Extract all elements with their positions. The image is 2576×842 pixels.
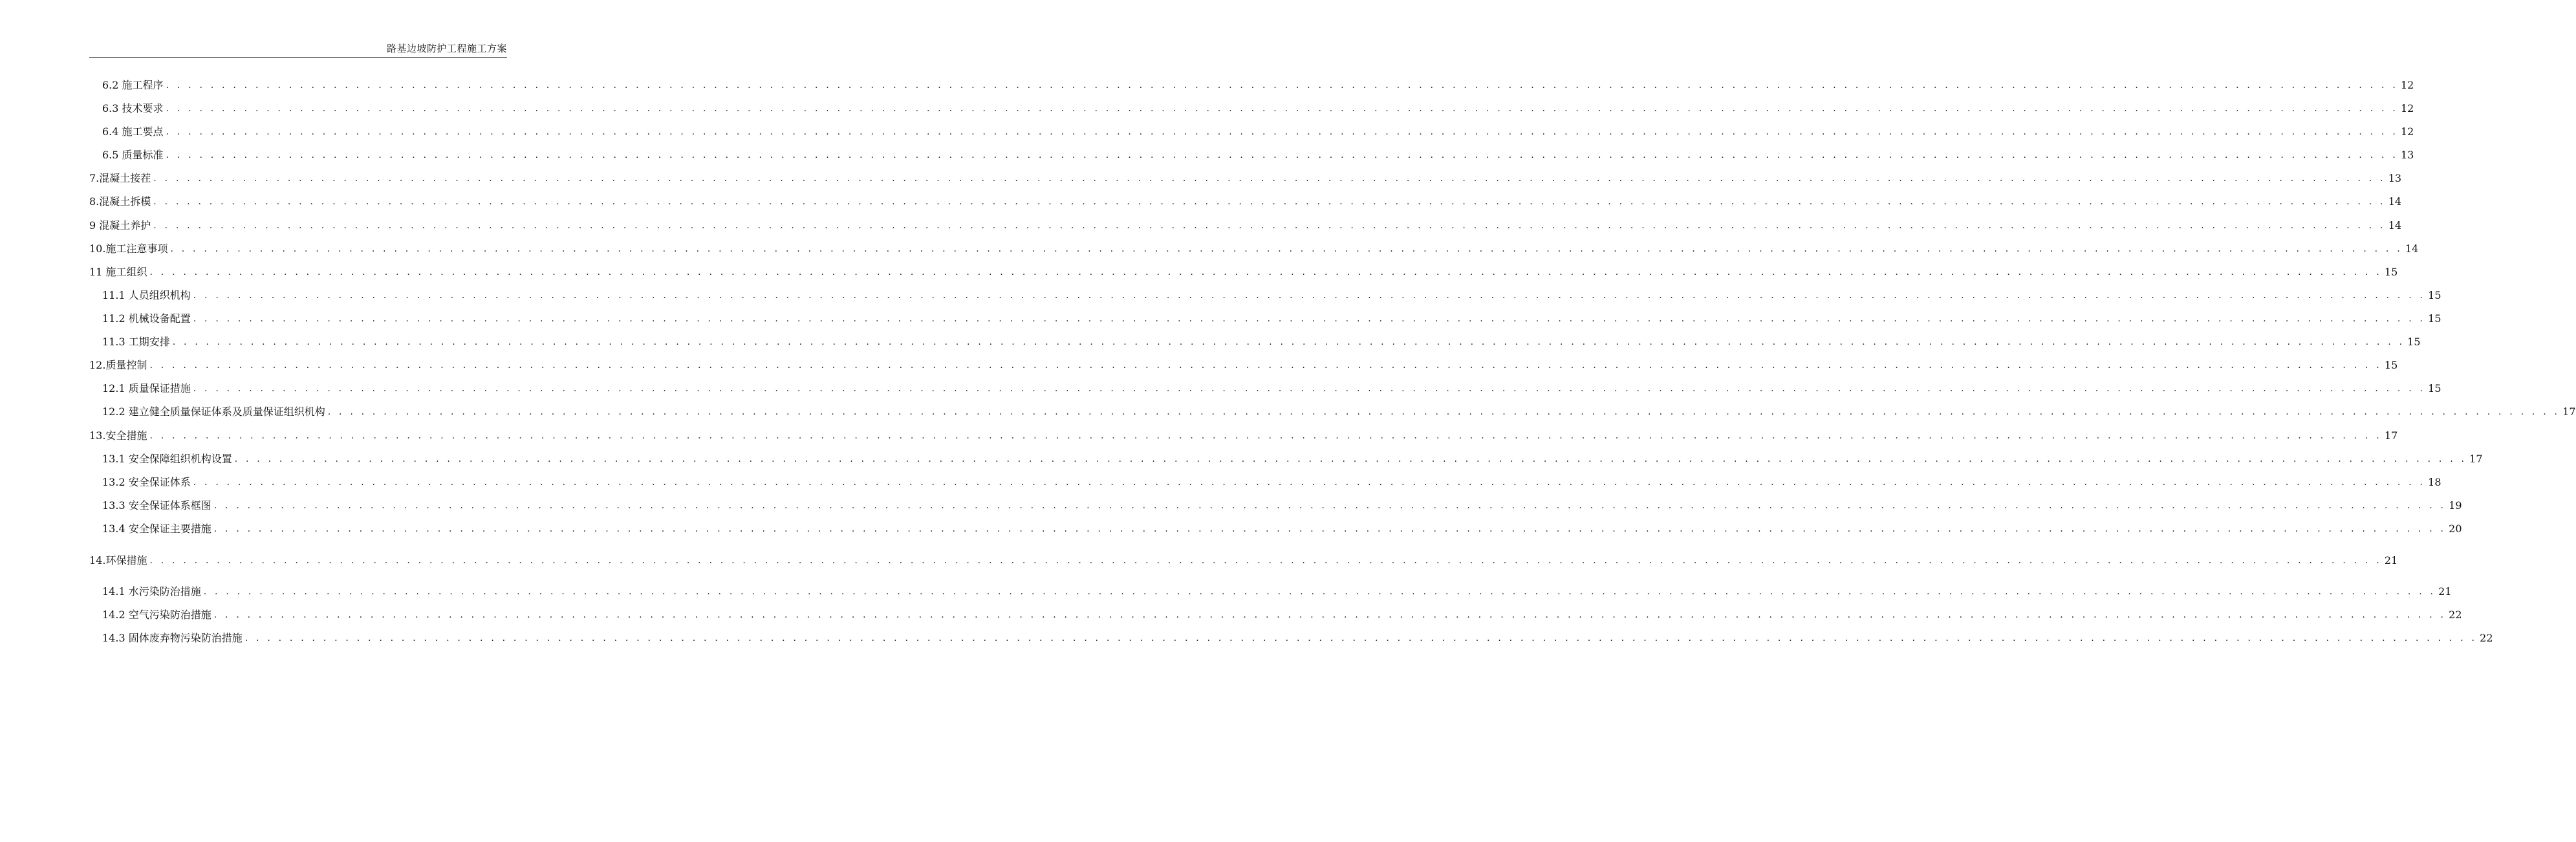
toc-entry[interactable] (89, 427, 2398, 442)
toc-leader-dots: . . . . . . . . . . . . . . . . . . . . . . . . . . . . . . . . . . . . . . . . . . . . . . . . . . . . . . . . . . . . . . . . . . . . . . . . . . . . . . . . . . . . . . . . . . . . . . . . . . . . . . . . . . . . . . . . . . . . . . . . . . . . . . . . . . . . . . . . . . . . . . . . . . . . . . . . . . . . . . . . . . . . . . . . . . . . . . . . . . . . . . . . . . . . . . . . . . . . . . . . (172, 337, 2405, 347)
toc-entry-label: 14.2 空气污染防治措施 (102, 609, 211, 621)
toc-entry-label: 13.2 安全保证体系 (102, 476, 191, 488)
toc-entry[interactable] (102, 333, 2421, 349)
toc-leader-dots: . . . . . . . . . . . . . . . . . . . . . . . . . . . . . . . . . . . . . . . . . . . . . . . . . . . . . . . . . . . . . . . . . . . . . . . . . . . . . . . . . . . . . . . . . . . . . . . . . . . . . . . . . . . . . . . . . . . . . . . . . . . . . . . . . . . . . . . . . . . . . . . . . . . . . . . . . . . . . . . . . . . . . . . . . . . . . . . . . . . . . . . . . . . . . . . . . . . . . . . . (166, 127, 2398, 137)
toc-leader-dots: . . . . . . . . . . . . . . . . . . . . . . . . . . . . . . . . . . . . . . . . . . . . . . . . . . . . . . . . . . . . . . . . . . . . . . . . . . . . . . . . . . . . . . . . . . . . . . . . . . . . . . . . . . . . . . . . . . . . . . . . . . . . . . . . . . . . . . . . . . . . . . . . . . . . . . . . . . . . . . . . . . . . . . . . . . . . . . . . . . . . . . . . . . . . . . . . . . . . . . . . (213, 501, 2447, 511)
toc-leader-dots: . . . . . . . . . . . . . . . . . . . . . . . . . . . . . . . . . . . . . . . . . . . . . . . . . . . . . . . . . . . . . . . . . . . . . . . . . . . . . . . . . . . . . . . . . . . . . . . . . . . . . . . . . . . . . . . . . . . . . . . . . . . . . . . . . . . . . . . . . . . . . . . . . . . . . . . . . . . . . . . . . . . . . . . . . . . . . . . . . . . . . . . . . . . . . . . . . . . . . . . . (213, 610, 2447, 620)
toc-leader-dots: . . . . . . . . . . . . . . . . . . . . . . . . . . . . . . . . . . . . . . . . . . . . . . . . . . . . . . . . . . . . . . . . . . . . . . . . . . . . . . . . . . . . . . . . . . . . . . . . . . . . . . . . . . . . . . . . . . . . . . . . . . . . . . . . . . . . . . . . . . . . . . . . . . . . . . . . . . . . . . . . . . . . . . . . . . . . . . . . . . . . . . . . . . . . . . . . . . . . . . . . (166, 80, 2398, 91)
toc-entry[interactable] (102, 146, 2414, 162)
toc-leader-dots: . . . . . . . . . . . . . . . . . . . . . . . . . . . . . . . . . . . . . . . . . . . . . . . . . . . . . . . . . . . . . . . . . . . . . . . . . . . . . . . . . . . . . . . . . . . . . . . . . . . . . . . . . . . . . . . . . . . . . . . . . . . . . . . . . . . . . . . . . . . . . . . . . . . . . . . . . . . . . . . . . . . . . . . . . . . . . . . . . . . . . . . . . . . . . . . . . . . . . . . . (213, 524, 2447, 534)
toc-entry-label: 12.2 建立健全质量保证体系及质量保证组织机构 (102, 405, 325, 418)
toc-entry-page-number: 15 (2384, 359, 2398, 371)
toc-entry-label: 14.1 水污染防治措施 (102, 585, 201, 598)
toc-entry[interactable] (89, 193, 2402, 208)
toc-leader-dots: . . . . . . . . . . . . . . . . . . . . . . . . . . . . . . . . . . . . . . . . . . . . . . . . . . . . . . . . . . . . . . . . . . . . . . . . . . . . . . . . . . . . . . . . . . . . . . . . . . . . . . . . . . . . . . . . . . . . . . . . . . . . . . . . . . . . . . . . . . . . . . . . . . . . . . . . . . . . . . . . . . . . . . . . . . . . . . . . . . . . . . . . . . . . . . . . . . . . . . . . (149, 431, 2382, 441)
toc-entry-page-number: 13 (2400, 149, 2414, 161)
toc-entry[interactable] (102, 473, 2441, 489)
toc-entry-page-number: 14 (2388, 195, 2402, 208)
toc-leader-dots: . . . . . . . . . . . . . . . . . . . . . . . . . . . . . . . . . . . . . . . . . . . . . . . . . . . . . . . . . . . . . . . . . . . . . . . . . . . . . . . . . . . . . . . . . . . . . . . . . . . . . . . . . . . . . . . . . . . . . . . . . . . . . . . . . . . . . . . . . . . . . . . . . . . . . . . . . . . . . . . . . . . . . . . . . . . . . . . . . . . . . . . . . . . . . . . . . . . . . . . . (244, 633, 2478, 643)
toc-entry-label: 14.3 固体废弃物污染防治措施 (102, 632, 243, 644)
toc-entry[interactable] (102, 286, 2441, 302)
toc-entry-label: 13.1 安全保障组织机构设置 (102, 453, 232, 465)
toc-entry[interactable] (102, 100, 2414, 115)
toc-entry[interactable] (89, 263, 2398, 279)
toc-leader-dots: . . . . . . . . . . . . . . . . . . . . . . . . . . . . . . . . . . . . . . . . . . . . . . . . . . . . . . . . . . . . . . . . . . . . . . . . . . . . . . . . . . . . . . . . . . . . . . . . . . . . . . . . . . . . . . . . . . . . . . . . . . . . . . . . . . . . . . . . . . . . . . . . . . . . . . . . . . . . . . . . . . . . . . . . . . . . . . . . . . . . . . . . . . . . . . . . . . . . . . . . (153, 221, 2386, 231)
toc-entry-page-number: 14 (2405, 243, 2419, 255)
toc-entry[interactable] (89, 240, 2419, 255)
toc-leader-dots: . . . . . . . . . . . . . . . . . . . . . . . . . . . . . . . . . . . . . . . . . . . . . . . . . . . . . . . . . . . . . . . . . . . . . . . . . . . . . . . . . . . . . . . . . . . . . . . . . . . . . . . . . . . . . . . . . . . . . . . . . . . . . . . . . . . . . . . . . . . . . . . . . . . . . . . . . . . . . . . . . . . . . . . . . . . . . . . . . . . . . . . . . . . . . . . . . . . . . . . . (193, 383, 2426, 394)
toc-entry-page-number: 22 (2449, 609, 2462, 621)
toc-leader-dots: . . . . . . . . . . . . . . . . . . . . . . . . . . . . . . . . . . . . . . . . . . . . . . . . . . . . . . . . . . . . . . . . . . . . . . . . . . . . . . . . . . . . . . . . . . . . . . . . . . . . . . . . . . . . . . . . . . . . . . . . . . . . . . . . . . . . . . . . . . . . . . . . . . . . . . . . . . . . . . . . . . . . . . . . . . . . . . . . . . . . . . . . . . . . . . . . . . . . . . . . (166, 103, 2398, 114)
toc-entry-label: 12.质量控制 (89, 359, 147, 371)
toc-entry[interactable] (102, 520, 2462, 535)
toc-entry[interactable] (102, 76, 2414, 92)
toc-entry[interactable] (89, 169, 2402, 185)
toc-entry-label: 11.2 机械设备配置 (102, 312, 191, 325)
toc-entry-label: 12.1 质量保证措施 (102, 382, 191, 394)
toc-entry-page-number: 22 (2480, 632, 2493, 644)
toc-entry[interactable] (102, 497, 2462, 512)
toc-leader-dots: . . . . . . . . . . . . . . . . . . . . . . . . . . . . . . . . . . . . . . . . . . . . . . . . . . . . . . . . . . . . . . . . . . . . . . . . . . . . . . . . . . . . . . . . . . . . . . . . . . . . . . . . . . . . . . . . . . . . . . . . . . . . . . . . . . . . . . . . . . . . . . . . . . . . . . . . . . . . . . . . . . . . . . . . . . . . . . . . . . . . . . . . . . . . . . . . . . . . . . . . (166, 150, 2398, 160)
toc-entry[interactable] (102, 380, 2441, 395)
toc-entry-label: 6.2 施工程序 (102, 79, 164, 91)
toc-entry-label: 6.5 质量标准 (102, 149, 164, 161)
toc-entry-label: 11.3 工期安排 (102, 336, 170, 348)
toc-leader-dots: . . . . . . . . . . . . . . . . . . . . . . . . . . . . . . . . . . . . . . . . . . . . . . . . . . . . . . . . . . . . . . . . . . . . . . . . . . . . . . . . . . . . . . . . . . . . . . . . . . . . . . . . . . . . . . . . . . . . . . . . . . . . . . . . . . . . . . . . . . . . . . . . . . . . . . . . . . . . . . . . . . . . . . . . . . . . . . . . . . . . . . . . . . . . . . . . . . . . . . . . (149, 556, 2382, 566)
toc-leader-dots: . . . . . . . . . . . . . . . . . . . . . . . . . . . . . . . . . . . . . . . . . . . . . . . . . . . . . . . . . . . . . . . . . . . . . . . . . . . . . . . . . . . . . . . . . . . . . . . . . . . . . . . . . . . . . . . . . . . . . . . . . . . . . . . . . . . . . . . . . . . . . . . . . . . . . . . . . . . . . . . . . . . . . . . . . . . . . . . . . . . . . . . . . . . . . . . . . . . . . . . . (203, 587, 2436, 597)
toc-entry-label: 6.4 施工要点 (102, 125, 164, 138)
toc-entry-label: 11.1 人员组织机构 (102, 289, 191, 301)
toc-entry-label: 13.安全措施 (89, 429, 147, 442)
toc-leader-dots: . . . . . . . . . . . . . . . . . . . . . . . . . . . . . . . . . . . . . . . . . . . . . . . . . . . . . . . . . . . . . . . . . . . . . . . . . . . . . . . . . . . . . . . . . . . . . . . . . . . . . . . . . . . . . . . . . . . . . . . . . . . . . . . . . . . . . . . . . . . . . . . . . . . . . . . . . . . . . . . . . . . . . . . . . . . . . . . . . . . . . . . . . . . . . . . . . . . . . . . . (193, 290, 2426, 301)
toc-entry-page-number: 21 (2384, 554, 2398, 567)
toc-entry[interactable] (102, 123, 2414, 138)
toc-entry[interactable] (102, 629, 2493, 645)
toc-entry-page-number: 21 (2438, 585, 2452, 598)
document-title: 路基边坡防护工程施工方案 (386, 43, 507, 54)
toc-leader-dots: . . . . . . . . . . . . . . . . . . . . . . . . . . . . . . . . . . . . . . . . . . . . . . . . . . . . . . . . . . . . . . . . . . . . . . . . . . . . . . . . . . . . . . . . . . . . . . . . . . . . . . . . . . . . . . . . . . . . . . . . . . . . . . . . . . . . . . . . . . . . . . . . . . . . . . . . . . . . . . . . . . . . . . . . . . . . . . . . . . . . . . . . . . . . . . . . . . . . . . . . (149, 267, 2382, 277)
toc-entry-page-number: 18 (2428, 476, 2441, 488)
toc-entry-page-number: 13 (2388, 172, 2402, 184)
toc-entry[interactable] (102, 310, 2441, 325)
toc-entry-page-number: 14 (2388, 219, 2402, 232)
toc-entry-page-number: 15 (2428, 289, 2441, 301)
toc-leader-dots: . . . . . . . . . . . . . . . . . . . . . . . . . . . . . . . . . . . . . . . . . . . . . . . . . . . . . . . . . . . . . . . . . . . . . . . . . . . . . . . . . . . . . . . . . . . . . . . . . . . . . . . . . . . . . . . . . . . . . . . . . . . . . . . . . . . . . . . . . . . . . . . . . . . . . . . . . . . . . . . . . . . . . . . . . . . . . . . . . . . . . . . . . . . . . . . . . . . . . . . . (153, 173, 2386, 184)
toc-entry-page-number: 20 (2449, 523, 2462, 535)
toc-entry-page-number: 15 (2428, 312, 2441, 325)
toc-entry[interactable] (89, 356, 2398, 372)
toc-leader-dots: . . . . . . . . . . . . . . . . . . . . . . . . . . . . . . . . . . . . . . . . . . . . . . . . . . . . . . . . . . . . . . . . . . . . . . . . . . . . . . . . . . . . . . . . . . . . . . . . . . . . . . . . . . . . . . . . . . . . . . . . . . . . . . . . . . . . . . . . . . . . . . . . . . . . . . . . . . . . . . . . . . . . . . . . . . . . . . . . . . . . . . . . . . . . . . . . . . . . . . . . (153, 197, 2386, 207)
toc-entry-page-number: 15 (2407, 336, 2421, 348)
toc-leader-dots: . . . . . . . . . . . . . . . . . . . . . . . . . . . . . . . . . . . . . . . . . . . . . . . . . . . . . . . . . . . . . . . . . . . . . . . . . . . . . . . . . . . . . . . . . . . . . . . . . . . . . . . . . . . . . . . . . . . . . . . . . . . . . . . . . . . . . . . . . . . . . . . . . . . . . . . . . . . . . . . . . . . . . . . . . . . . . . . . . . . . . . . . . . . . . . . . . . . . . . . . (149, 360, 2382, 371)
toc-entry-page-number: 15 (2384, 266, 2398, 278)
toc-entry-page-number: 17 (2469, 453, 2483, 465)
toc-entry-page-number: 12 (2400, 79, 2414, 91)
toc-entry-page-number: 19 (2449, 499, 2462, 512)
toc-entry[interactable] (89, 552, 2398, 567)
toc-entry-label: 13.4 安全保证主要措施 (102, 523, 211, 535)
toc-entry-label: 8.混凝土拆模 (89, 195, 151, 208)
toc-leader-dots: . . . . . . . . . . . . . . . . . . . . . . . . . . . . . . . . . . . . . . . . . . . . . . . . . . . . . . . . . . . . . . . . . . . . . . . . . . . . . . . . . . . . . . . . . . . . . . . . . . . . . . . . . . . . . . . . . . . . . . . . . . . . . . . . . . . . . . . . . . . . . . . . . . . . . . . . . . . . . . . . . . . . . . . . . . . . . . . . . . . . . . . . . . . . . . . . . . . . . . . . (327, 407, 2560, 417)
toc-entry-page-number: 15 (2428, 382, 2441, 394)
toc-entry-label: 10.施工注意事项 (89, 243, 168, 255)
toc-entry[interactable] (102, 583, 2452, 598)
toc-leader-dots: . . . . . . . . . . . . . . . . . . . . . . . . . . . . . . . . . . . . . . . . . . . . . . . . . . . . . . . . . . . . . . . . . . . . . . . . . . . . . . . . . . . . . . . . . . . . . . . . . . . . . . . . . . . . . . . . . . . . . . . . . . . . . . . . . . . . . . . . . . . . . . . . . . . . . . . . . . . . . . . . . . . . . . . . . . . . . . . . . . . . . . . . . . . . . . . . . . . . . . . . (193, 477, 2426, 488)
toc-entry-page-number: 12 (2400, 125, 2414, 138)
toc-entry-page-number: 17 (2384, 429, 2398, 442)
toc-entry-label: 11 施工组织 (89, 266, 147, 278)
toc-leader-dots: . . . . . . . . . . . . . . . . . . . . . . . . . . . . . . . . . . . . . . . . . . . . . . . . . . . . . . . . . . . . . . . . . . . . . . . . . . . . . . . . . . . . . . . . . . . . . . . . . . . . . . . . . . . . . . . . . . . . . . . . . . . . . . . . . . . . . . . . . . . . . . . . . . . . . . . . . . . . . . . . . . . . . . . . . . . . . . . . . . . . . . . . . . . . . . . . . . . . . . . . (234, 454, 2467, 464)
toc-entry-label: 9 混凝土养护 (89, 219, 151, 232)
toc-entry-label: 14.环保措施 (89, 554, 147, 567)
toc-leader-dots: . . . . . . . . . . . . . . . . . . . . . . . . . . . . . . . . . . . . . . . . . . . . . . . . . . . . . . . . . . . . . . . . . . . . . . . . . . . . . . . . . . . . . . . . . . . . . . . . . . . . . . . . . . . . . . . . . . . . . . . . . . . . . . . . . . . . . . . . . . . . . . . . . . . . . . . . . . . . . . . . . . . . . . . . . . . . . . . . . . . . . . . . . . . . . . . . . . . . . . . . (170, 244, 2403, 254)
toc-entry-label: 13.3 安全保证体系框图 (102, 499, 211, 512)
toc-leader-dots: . . . . . . . . . . . . . . . . . . . . . . . . . . . . . . . . . . . . . . . . . . . . . . . . . . . . . . . . . . . . . . . . . . . . . . . . . . . . . . . . . . . . . . . . . . . . . . . . . . . . . . . . . . . . . . . . . . . . . . . . . . . . . . . . . . . . . . . . . . . . . . . . . . . . . . . . . . . . . . . . . . . . . . . . . . . . . . . . . . . . . . . . . . . . . . . . . . . . . . . . (193, 314, 2426, 324)
toc-entry-page-number: 17 (2562, 405, 2576, 418)
toc-entry-label: 7.混凝土接茬 (89, 172, 151, 184)
toc-entry[interactable] (102, 403, 2576, 418)
toc-entry-page-number: 12 (2400, 102, 2414, 114)
toc-entry[interactable] (89, 217, 2402, 232)
toc-entry-label: 6.3 技术要求 (102, 102, 164, 114)
toc-entry[interactable] (102, 450, 2483, 466)
toc-entry[interactable] (102, 606, 2462, 621)
